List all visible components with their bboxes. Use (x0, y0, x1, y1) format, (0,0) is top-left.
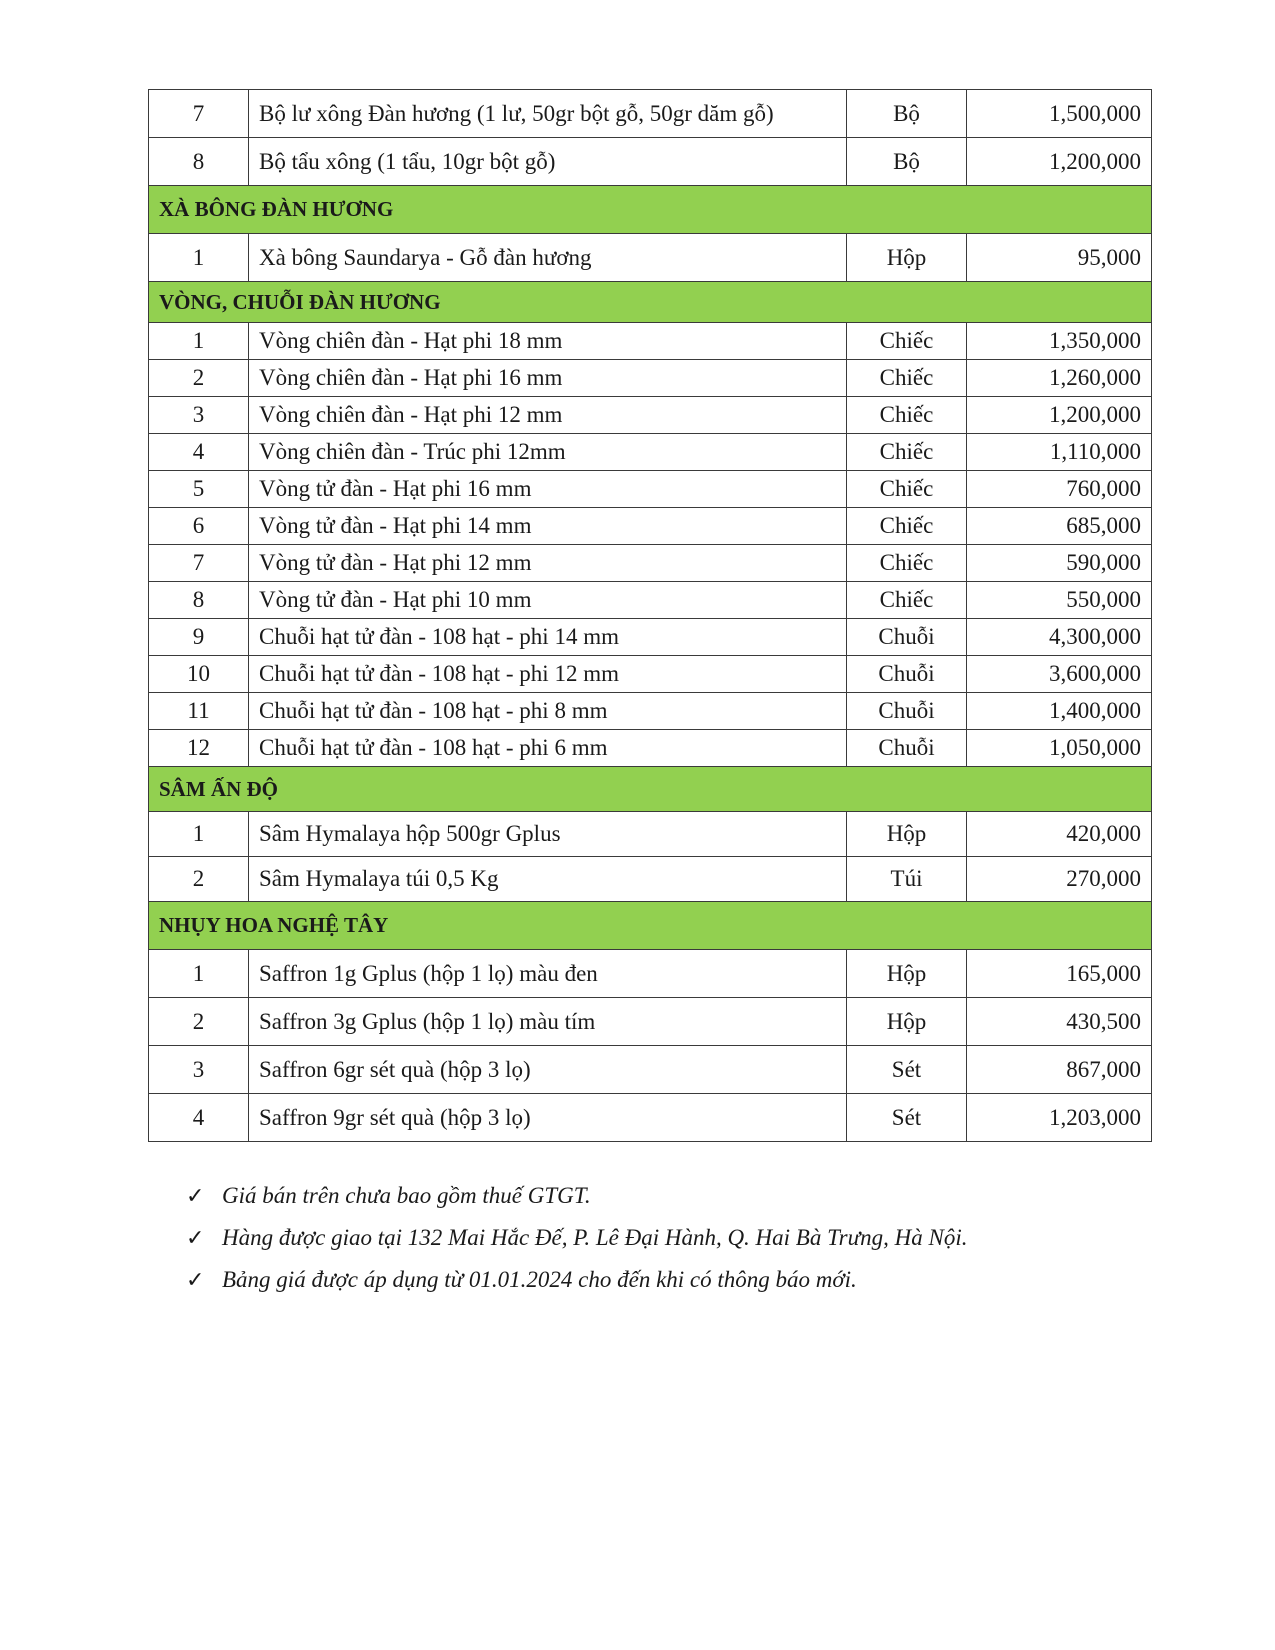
section-title: XÀ BÔNG ĐÀN HƯƠNG (149, 186, 1152, 234)
product-name: Sâm Hymalaya hộp 500gr Gplus (249, 812, 847, 857)
price-cell: 1,050,000 (967, 730, 1152, 767)
row-number: 1 (149, 234, 249, 282)
table-row (149, 998, 1152, 1046)
row-number: 2 (149, 360, 249, 397)
product-name: Vòng tử đàn - Hạt phi 12 mm (249, 545, 847, 582)
price-cell: 760,000 (967, 471, 1152, 508)
unit-cell: Bộ (847, 138, 967, 186)
section-title: SÂM ẤN ĐỘ (149, 767, 1152, 812)
product-name: Chuỗi hạt tử đàn - 108 hạt - phi 6 mm (249, 730, 847, 767)
section-title: VÒNG, CHUỖI ĐÀN HƯƠNG (149, 282, 1152, 323)
note-text: Bảng giá được áp dụng từ 01.01.2024 cho đến khi có thông báo mới. (222, 1267, 857, 1292)
unit-cell: Chiếc (847, 582, 967, 619)
row-number: 12 (149, 730, 249, 767)
note-item (186, 1259, 967, 1301)
unit-cell: Chiếc (847, 434, 967, 471)
row-number: 6 (149, 508, 249, 545)
table-row (149, 545, 1152, 582)
product-name: Xà bông Saundarya - Gỗ đàn hương (249, 234, 847, 282)
price-cell: 1,200,000 (967, 138, 1152, 186)
table-row (149, 619, 1152, 656)
price-cell: 1,203,000 (967, 1094, 1152, 1142)
price-table-body (149, 90, 1152, 1142)
price-cell: 420,000 (967, 812, 1152, 857)
price-cell: 1,500,000 (967, 90, 1152, 138)
note-text: Giá bán trên chưa bao gồm thuế GTGT. (222, 1183, 591, 1208)
table-row (149, 360, 1152, 397)
checkmark-icon: ✓ (186, 1225, 205, 1250)
unit-cell: Túi (847, 857, 967, 902)
unit-cell: Hộp (847, 234, 967, 282)
unit-cell: Chiếc (847, 545, 967, 582)
price-table (148, 89, 1152, 1142)
unit-cell: Chuỗi (847, 730, 967, 767)
table-row (149, 656, 1152, 693)
product-name: Saffron 1g Gplus (hộp 1 lọ) màu đen (249, 950, 847, 998)
product-name: Vòng tử đàn - Hạt phi 16 mm (249, 471, 847, 508)
checkmark-icon: ✓ (186, 1183, 205, 1208)
table-row (149, 434, 1152, 471)
row-number: 11 (149, 693, 249, 730)
price-cell: 685,000 (967, 508, 1152, 545)
unit-cell: Sét (847, 1046, 967, 1094)
product-name: Saffron 3g Gplus (hộp 1 lọ) màu tím (249, 998, 847, 1046)
table-row (149, 508, 1152, 545)
table-row (149, 582, 1152, 619)
row-number: 7 (149, 90, 249, 138)
row-number: 3 (149, 1046, 249, 1094)
row-number: 2 (149, 857, 249, 902)
unit-cell: Chiếc (847, 360, 967, 397)
table-row (149, 857, 1152, 902)
unit-cell: Chuỗi (847, 656, 967, 693)
table-row (149, 1094, 1152, 1142)
product-name: Vòng chiên đàn - Hạt phi 12 mm (249, 397, 847, 434)
unit-cell: Chuỗi (847, 693, 967, 730)
row-number: 8 (149, 138, 249, 186)
price-cell: 1,350,000 (967, 323, 1152, 360)
price-cell: 95,000 (967, 234, 1152, 282)
price-cell: 165,000 (967, 950, 1152, 998)
row-number: 5 (149, 471, 249, 508)
table-row (149, 730, 1152, 767)
table-row (149, 323, 1152, 360)
product-name: Vòng tử đàn - Hạt phi 14 mm (249, 508, 847, 545)
table-row (149, 1046, 1152, 1094)
table-row (149, 950, 1152, 998)
price-cell: 867,000 (967, 1046, 1152, 1094)
row-number: 10 (149, 656, 249, 693)
section-header-row (149, 186, 1152, 234)
row-number: 9 (149, 619, 249, 656)
row-number: 1 (149, 323, 249, 360)
unit-cell: Chiếc (847, 397, 967, 434)
row-number: 1 (149, 812, 249, 857)
unit-cell: Chiếc (847, 508, 967, 545)
product-name: Vòng chiên đàn - Trúc phi 12mm (249, 434, 847, 471)
row-number: 4 (149, 434, 249, 471)
unit-cell: Chiếc (847, 471, 967, 508)
table-row (149, 812, 1152, 857)
section-header-row (149, 282, 1152, 323)
product-name: Vòng tử đàn - Hạt phi 10 mm (249, 582, 847, 619)
product-name: Bộ lư xông Đàn hương (1 lư, 50gr bột gỗ, 50gr dăm gỗ) (249, 90, 847, 138)
unit-cell: Chuỗi (847, 619, 967, 656)
table-row (149, 397, 1152, 434)
product-name: Saffron 6gr sét quà (hộp 3 lọ) (249, 1046, 847, 1094)
table-row (149, 234, 1152, 282)
price-cell: 430,500 (967, 998, 1152, 1046)
note-text: Hàng được giao tại 132 Mai Hắc Đế, P. Lê Đại Hành, Q. Hai Bà Trưng, Hà Nội. (222, 1225, 968, 1250)
price-cell: 4,300,000 (967, 619, 1152, 656)
table-row (149, 138, 1152, 186)
product-name: Chuỗi hạt tử đàn - 108 hạt - phi 8 mm (249, 693, 847, 730)
table-row (149, 693, 1152, 730)
price-cell: 1,400,000 (967, 693, 1152, 730)
price-cell: 550,000 (967, 582, 1152, 619)
product-name: Chuỗi hạt tử đàn - 108 hạt - phi 14 mm (249, 619, 847, 656)
row-number: 1 (149, 950, 249, 998)
row-number: 7 (149, 545, 249, 582)
unit-cell: Hộp (847, 812, 967, 857)
table-row (149, 90, 1152, 138)
notes-list (186, 1175, 967, 1301)
price-cell: 1,260,000 (967, 360, 1152, 397)
product-name: Chuỗi hạt tử đàn - 108 hạt - phi 12 mm (249, 656, 847, 693)
unit-cell: Bộ (847, 90, 967, 138)
row-number: 3 (149, 397, 249, 434)
price-cell: 270,000 (967, 857, 1152, 902)
note-item (186, 1175, 967, 1217)
price-cell: 1,200,000 (967, 397, 1152, 434)
checkmark-icon: ✓ (186, 1267, 205, 1292)
price-cell: 1,110,000 (967, 434, 1152, 471)
product-name: Vòng chiên đàn - Hạt phi 16 mm (249, 360, 847, 397)
row-number: 8 (149, 582, 249, 619)
product-name: Bộ tẩu xông (1 tẩu, 10gr bột gỗ) (249, 138, 847, 186)
row-number: 2 (149, 998, 249, 1046)
price-cell: 3,600,000 (967, 656, 1152, 693)
price-cell: 590,000 (967, 545, 1152, 582)
unit-cell: Hộp (847, 998, 967, 1046)
product-name: Vòng chiên đàn - Hạt phi 18 mm (249, 323, 847, 360)
product-name: Saffron 9gr sét quà (hộp 3 lọ) (249, 1094, 847, 1142)
table-row (149, 471, 1152, 508)
note-item (186, 1217, 967, 1259)
section-title: NHỤY HOA NGHỆ TÂY (149, 902, 1152, 950)
section-header-row (149, 902, 1152, 950)
section-header-row (149, 767, 1152, 812)
unit-cell: Sét (847, 1094, 967, 1142)
unit-cell: Hộp (847, 950, 967, 998)
unit-cell: Chiếc (847, 323, 967, 360)
row-number: 4 (149, 1094, 249, 1142)
product-name: Sâm Hymalaya túi 0,5 Kg (249, 857, 847, 902)
